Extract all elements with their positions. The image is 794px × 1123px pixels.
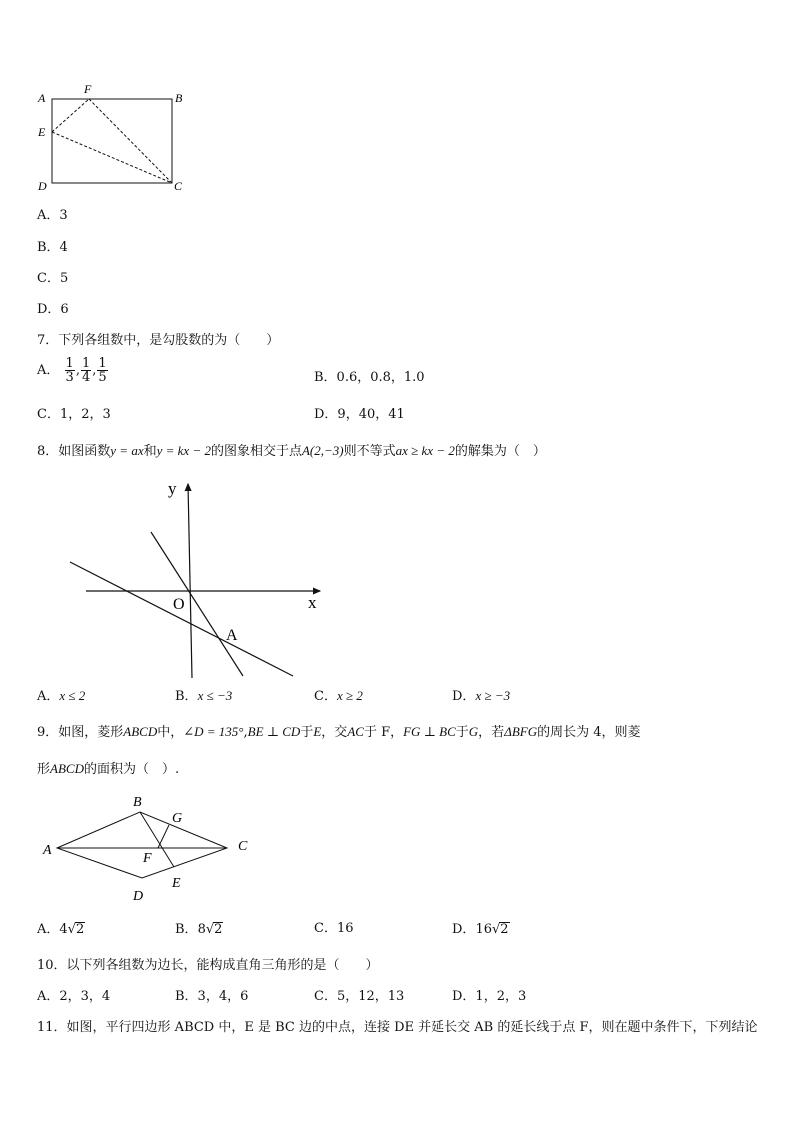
label-b: B xyxy=(133,795,142,810)
segment-fc xyxy=(89,99,172,183)
label-b: B xyxy=(175,91,183,105)
label-f: F xyxy=(143,851,152,866)
q6-option-a: A．3 xyxy=(37,208,68,223)
q8-function-graph xyxy=(0,470,794,720)
q10-option-a: A．2，3，4 xyxy=(37,989,111,1004)
segment-ef xyxy=(52,99,89,132)
q10-stem: 10．以下列各组数为边长，能构成直角三角形的是（ ） xyxy=(37,958,379,973)
q6-option-d: D．6 xyxy=(37,302,69,317)
label-d: D xyxy=(133,889,144,904)
q7-stem: 7．下列各组数中，是勾股数的为（ ） xyxy=(37,333,280,348)
q8-stem: 8．如图函数y = ax和y = kx − 2的图象相交于点A(2,−3)则不等式ax ≥ kx − 2的解集为（ ） xyxy=(37,443,546,459)
label-d: D xyxy=(38,179,47,193)
label-e: E xyxy=(38,125,46,139)
q11-stem: 11．如图，平行四边形 ABCD 中，E 是 BC 边的中点，连接 DE 并延长交 AB 的延长线于点 F，则在题中条件下，下列结论 xyxy=(37,1020,758,1035)
label-y: y xyxy=(168,479,177,498)
q7-option-b: B．0.6，0.8，1.0 xyxy=(314,370,425,385)
q9-option-a: A．4√2 xyxy=(37,922,85,937)
q9-option-c: C．16 xyxy=(314,921,354,936)
q9-stem-line2: 形ABCD的面积为（ ）. xyxy=(37,761,180,777)
label-point-a: A xyxy=(226,627,238,644)
label-a: A xyxy=(38,91,46,105)
label-a: A xyxy=(43,843,52,858)
q10-option-b: B．3，4，6 xyxy=(175,989,249,1004)
q6-option-c: C．5 xyxy=(37,271,69,286)
label-o: O xyxy=(173,596,185,613)
rectangle-figure xyxy=(0,0,794,200)
rhombus-abcd xyxy=(57,812,227,878)
q10-option-d: D．1，2，3 xyxy=(452,989,527,1004)
q9-rhombus-figure xyxy=(0,790,794,910)
q9-option-b: B．8√2 xyxy=(175,922,223,937)
q8-option-d: D．x ≥ −3 xyxy=(452,688,511,704)
q7-option-a: A． $\frac{1}{3}$ , $\frac{1}{4}$ , $\frac{1}{5}$ xyxy=(37,356,107,385)
q9-option-d: D．16√2 xyxy=(452,922,509,937)
q10-option-c: C．5，12，13 xyxy=(314,989,405,1004)
y-axis xyxy=(188,484,192,678)
q7-option-d: D．9，40，41 xyxy=(314,407,405,422)
q8-option-b: B．x ≤ −3 xyxy=(175,688,233,704)
segment-fg xyxy=(158,825,169,848)
label-c: C xyxy=(238,839,248,854)
q8-option-c: C．x ≥ 2 xyxy=(314,688,363,704)
label-x: x xyxy=(308,593,317,612)
line-y-ax xyxy=(151,532,243,676)
q8-option-a: A．x ≤ 2 xyxy=(37,688,86,704)
q9-stem-line1: 9．如图，菱形ABCD中，∠D = 135°,BE ⊥ CD于E，交AC于 F，FG ⊥ BC于G，若ΔBFG的周长为 4，则菱 xyxy=(37,724,641,740)
q7-option-c: C．1，2，3 xyxy=(37,407,111,422)
label-f: F xyxy=(84,82,92,96)
label-c: C xyxy=(174,179,183,193)
label-g: G xyxy=(172,811,183,826)
label-e: E xyxy=(172,876,181,891)
rectangle-abcd xyxy=(52,99,172,183)
q6-option-b: B．4 xyxy=(37,240,68,255)
segment-ec xyxy=(52,132,172,183)
